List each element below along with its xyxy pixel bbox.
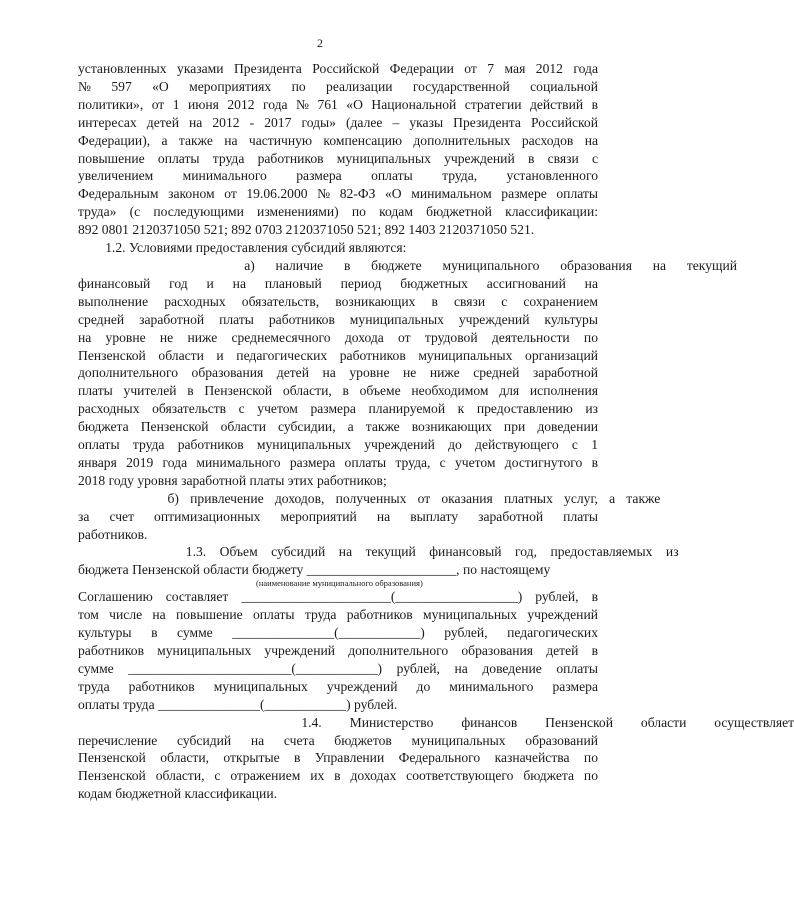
text-line: том числе на повышение оплаты труда работников муниципальных учреждений [78, 607, 598, 623]
text-line: 892 0801 2120371050 521; 892 0703 2120371050 521; 892 1403 2120371050 521. [78, 222, 535, 238]
text-line: 1.3. Объем субсидий на текущий финансовый год, предоставляемых из [78, 544, 679, 560]
text-line: бюджета Пензенской области бюджету ______________________, по настоящему [78, 562, 551, 578]
page-number: 2 [317, 36, 323, 50]
text-line: Пензенской области и педагогических работников муниципальных организаций [78, 347, 598, 363]
text-line: Пензенской области, с отражением их в доходах соответствующего бюджета по [78, 768, 598, 784]
text-line: увеличением минимального размера оплаты труда, установленного [78, 168, 598, 184]
text-line: оплаты труда _______________(____________) рублей. [78, 696, 398, 712]
text-line: кодам бюджетной классификации. [78, 786, 278, 802]
text-line: 2018 году уровня заработной платы этих работников; [78, 472, 387, 488]
text-line: работников. [78, 526, 148, 542]
text-line: политики», от 1 июня 2012 года № 761 «О Национальной стратегии действий в [78, 96, 598, 112]
text-line: 1.4. Министерство финансов Пензенской области осуществляет [78, 714, 794, 730]
text-line: Федеральным законом от 19.06.2000 № 82-ФЗ «О минимальном размере оплаты [78, 186, 598, 202]
text-line: б) привлечение доходов, полученных от оказания платных услуг, а также [78, 490, 661, 506]
field-caption: (наименование муниципального образования) [256, 578, 423, 589]
text-line: финансовый год и на плановый период бюджетных ассигнований на [78, 275, 598, 291]
text-line: установленных указами Президента Российской Федерации от 7 мая 2012 года [78, 61, 598, 76]
text-line: перечисление субсидий на счета бюджетов муниципальных образований [78, 732, 598, 748]
text-line: на уровне не ниже среднемесячного дохода от трудовой деятельности по [78, 329, 598, 345]
text-line: интересах детей на 2012 - 2017 годы» (далее – указы Президента Российской [78, 114, 598, 130]
text-line: дополнительного образования детей на уровне не ниже средней заработной [78, 365, 598, 381]
text-line: № 597 «О мероприятиях по реализации государственной социальной [78, 78, 598, 94]
text-line: труда работников муниципальных учреждений до минимального размера [78, 678, 598, 694]
text-line: 1.2. Условиями предоставления субсидий являются: [78, 240, 407, 256]
text-line: бюджета Пензенской области субсидии, а также возникающих при доведении [78, 419, 598, 435]
text-line: платы учителей в Пензенской области, в объеме необходимом для исполнения [78, 383, 598, 399]
document-body [78, 60, 794, 803]
text-line: Федерации), а также на частичную компенсацию дополнительных расходов на [78, 132, 598, 148]
text-line: оплаты труда работников муниципальных учреждений до действующего с 1 [78, 437, 598, 453]
text-line: Пензенской области, открытые в Управлении Федерального казначейства по [78, 750, 598, 766]
text-line: сумме ________________________(____________) рублей, на доведение оплаты [78, 660, 598, 676]
text-line: работников муниципальных учреждений дополнительного образования детей в [78, 643, 598, 658]
text-line: труда» (с последующими изменениями) по кодам бюджетной классификации: [78, 204, 598, 220]
text-line: культуры в сумме _______________(____________) рублей, педагогических [78, 625, 598, 641]
text-line: Соглашению составляет ______________________(__________________) рублей, в [78, 589, 598, 605]
text-line: за счет оптимизационных мероприятий на выплату заработной платы [78, 508, 598, 524]
text-line: повышение оплаты труда работников муниципальных учреждений в связи с [78, 150, 598, 166]
text-line: а) наличие в бюджете муниципального образования на текущий [78, 257, 738, 273]
text-line: января 2019 года минимального размера оплаты труда, с учетом достигнутого в [78, 454, 598, 470]
text-line: средней заработной платы работников муниципальных учреждений культуры [78, 311, 598, 327]
text-line: расходных обязательств с учетом размера планируемой к предоставлению из [78, 401, 598, 417]
text-line: выполнение расходных обязательств, возникающих в связи с сохранением [78, 293, 598, 309]
